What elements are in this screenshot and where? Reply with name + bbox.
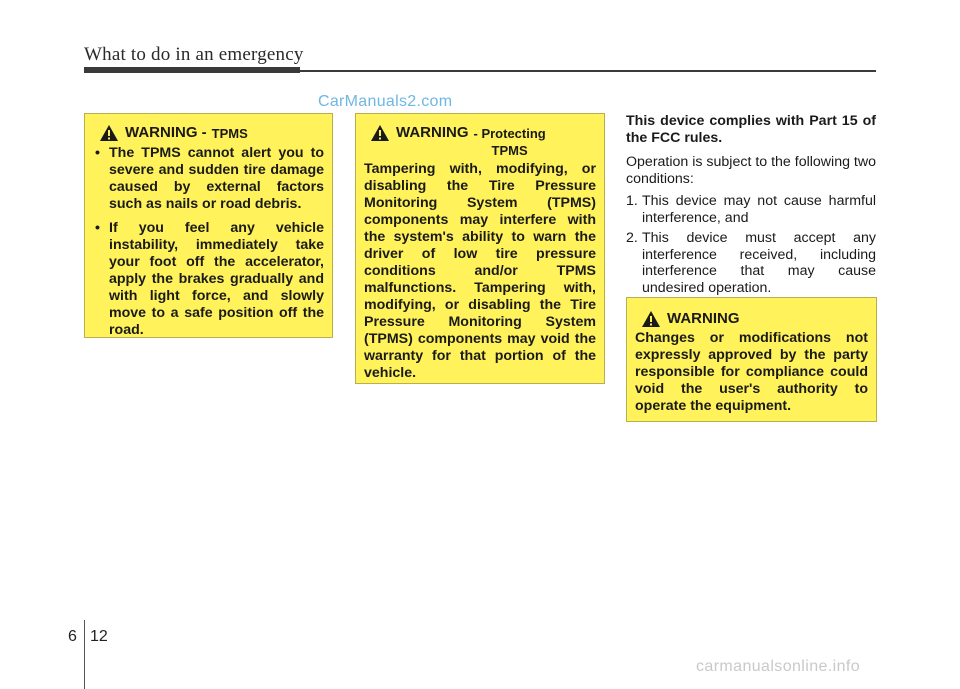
watermark-bottom: carmanualsonline.info	[696, 658, 861, 675]
list-item-number: 2.	[626, 230, 638, 246]
warning-subject-line-2: TPMS	[491, 143, 528, 158]
warning-box-changes	[626, 297, 877, 422]
warning-subject: TPMS	[211, 126, 248, 141]
warning-heading	[635, 310, 868, 328]
list-item-number: 1.	[626, 193, 638, 209]
warning-body: Tampering with, modifying, or disabling the Tire Pressure Monitoring System (TPMS) components may interfere with the system's ability to warn the driver of low tire pressure conditions and/or TPMS malfunctions. Tampering with, modifying, or disabling the Tire Pressure Monitoring System (TPMS) components may void the warranty for that portion of the vehicle.	[364, 161, 596, 381]
fcc-conditions-intro: Operation is subject to the following two conditions:	[626, 154, 876, 187]
warning-label: WARNING -	[125, 124, 207, 141]
warning-box-protecting-tpms	[355, 113, 605, 384]
list-item-text: This device may not cause harmful interference, and	[642, 193, 876, 226]
list-item	[626, 230, 876, 296]
warning-box-tpms	[84, 113, 333, 338]
warning-subject	[474, 125, 546, 159]
warning-heading	[364, 124, 596, 159]
warning-subject-line-1: - Protecting	[473, 126, 546, 141]
list-item: • If you feel any vehicle instability, immediately take your foot off the accelerator, apply the brakes gradually and with light force, and slowly move to a safe position off the road.	[93, 220, 324, 339]
warning-bullet-list	[93, 145, 324, 339]
list-item-text: This device must accept any interference received, including interference that may cause undesired operation.	[642, 230, 876, 296]
fcc-compliance-section	[626, 113, 876, 300]
header-rule-thin	[300, 70, 876, 72]
page-number: 12	[90, 628, 108, 645]
header-rule-thick	[84, 67, 300, 73]
warning-triangle-icon	[99, 124, 119, 142]
warning-heading	[93, 124, 324, 142]
watermark-top: CarManuals2.com	[318, 93, 453, 110]
section-number: 6	[68, 628, 77, 645]
warning-triangle-icon	[370, 124, 390, 142]
list-item	[626, 193, 876, 226]
footer-divider	[84, 620, 85, 689]
list-item: • The TPMS cannot alert you to severe and sudden tire damage caused by external factors such as nails or road debris.	[93, 145, 324, 213]
page-header-title: What to do in an emergency	[84, 44, 304, 65]
fcc-conditions-list	[626, 193, 876, 296]
warning-label: WARNING	[667, 310, 740, 327]
warning-body: Changes or modifications not expressly approved by the party responsible for compliance could void the user's authority to operate the equipment.	[635, 330, 868, 414]
warning-triangle-icon	[641, 310, 661, 328]
fcc-intro: This device complies with Part 15 of the FCC rules.	[626, 113, 876, 146]
warning-label: WARNING	[396, 124, 469, 141]
